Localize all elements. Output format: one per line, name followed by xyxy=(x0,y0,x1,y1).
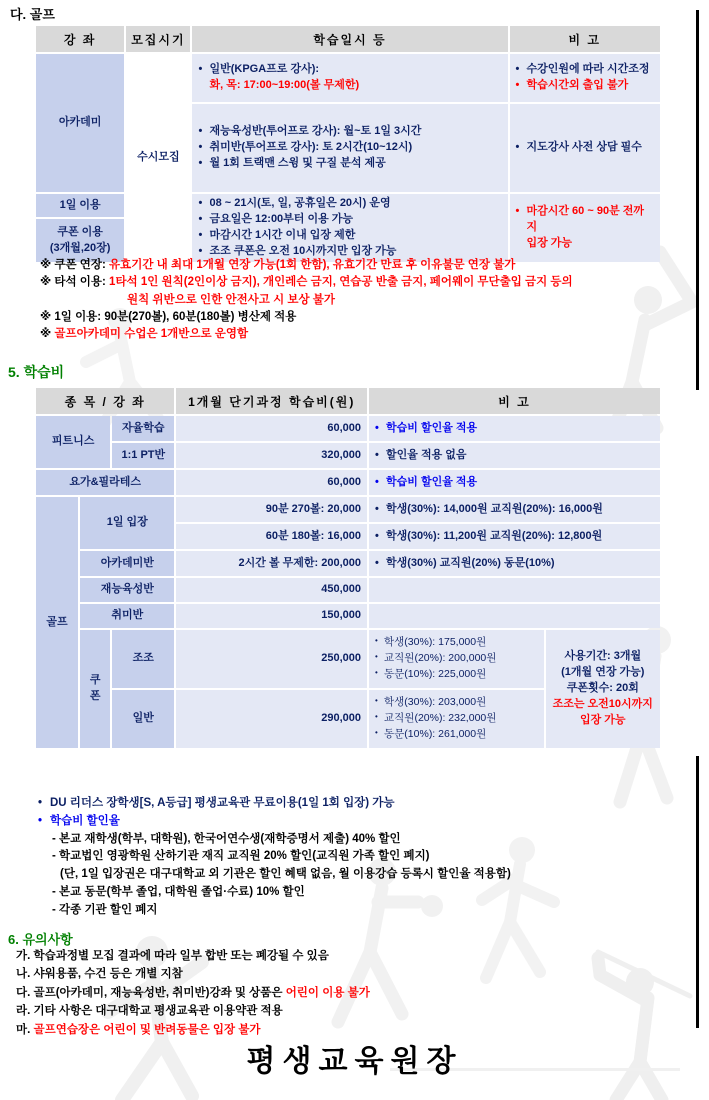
schedule-line: • 금요일은 12:00부터 이용 가능 xyxy=(198,212,501,228)
header-note: 비 고 xyxy=(369,388,660,414)
note-line: • 수강인원에 따라 시간조정 xyxy=(516,62,655,78)
golf-academy-row xyxy=(36,551,660,576)
note-line: • 학생(30%): 11,200원 교직원(20%): 12,800원 xyxy=(375,529,654,545)
notice-item-c-red: 어린이 이용 불가 xyxy=(285,986,370,999)
note-cell-empty xyxy=(369,578,660,602)
fee-cell: 450,000 xyxy=(176,578,367,602)
academy-general-schedule-cell xyxy=(192,54,507,102)
table-header-row xyxy=(36,388,660,414)
schedule-line-red: 화, 목: 17:00~19:00(볼 무제한) xyxy=(209,79,360,91)
academy-class-label-cell: 아카데미반 xyxy=(80,551,174,576)
note-cell xyxy=(369,443,660,468)
discount-subline: (단, 1일 입장권은 대구대학교 외 기관은 할인 혜택 없음, 월 이용강습 등록시 할인율 적용함) xyxy=(60,868,511,881)
schedule-line: • 08 ~ 21시(토, 일, 공휴일은 20시) 운영 xyxy=(198,196,501,212)
revision-bar-top xyxy=(696,10,699,390)
yoga-row xyxy=(36,470,660,495)
director-signature: 평생교육원장 xyxy=(246,1045,463,1078)
golf-schedule-table xyxy=(34,24,662,264)
note-line: • 할인율 적용 없음 xyxy=(375,448,654,464)
coupon-label-line: 쿠폰 이용 xyxy=(57,225,103,238)
coupon-info-cell xyxy=(546,630,660,748)
discount-block xyxy=(38,795,688,920)
header-note: 비 고 xyxy=(510,26,661,52)
notice-item-c xyxy=(16,984,696,1002)
golf-hobby-row xyxy=(36,604,660,628)
daily-entry-label-cell: 1일 입장 xyxy=(80,497,174,549)
golf-notes-block xyxy=(40,257,690,343)
fee-cell: 60,000 xyxy=(176,470,367,495)
note-line: • 학생(30%) 교직원(20%) 동문(10%) xyxy=(375,556,654,572)
daily-coupon-schedule-cell xyxy=(192,194,507,262)
note-daily-use: ※ 1일 이용: 90분(270볼), 60분(180볼) 병산제 적용 xyxy=(40,310,297,323)
hobby-class-label-cell: 취미반 xyxy=(80,604,174,628)
course-label-cell: 자율학습 xyxy=(112,416,174,441)
schedule-line: • 취미반(투어프로 강사): 토 2시간(10~12시) xyxy=(198,140,501,156)
note-cell xyxy=(369,524,660,549)
fee-cell: 290,000 xyxy=(176,690,367,748)
price-line: • 학생(30%): 175,000원 xyxy=(375,635,538,651)
dawn-label-cell: 조조 xyxy=(112,630,174,688)
daily-use-label-cell: 1일 이용 xyxy=(36,194,124,217)
schedule-line: • 월 1회 트랙맨 스윙 및 구질 분석 제공 xyxy=(198,156,501,172)
header-course: 종 목 / 강 좌 xyxy=(36,388,174,414)
coupon-use-label-cell xyxy=(36,219,124,261)
note-cell xyxy=(369,416,660,441)
note-cell xyxy=(369,497,660,522)
fee-cell: 250,000 xyxy=(176,630,367,688)
fee-cell: 60분 180볼: 16,000 xyxy=(176,524,367,549)
note-tee-use-line2: 원칙 위반으로 인한 안전사고 시 보상 불가 xyxy=(127,293,336,306)
info-line: (1개월 연장 가능) xyxy=(561,666,645,679)
info-line: 사용기간: 3개월 xyxy=(564,650,642,663)
note-label: ※ 쿠폰 연장: xyxy=(40,259,106,271)
notice-section-title: 6. 유의사항 xyxy=(8,932,73,947)
note-line-red: • 마감시간 60 ~ 90분 전까지 xyxy=(516,204,655,236)
coupon-label-line: (3개월,20장) xyxy=(49,241,111,254)
header-course: 강 좌 xyxy=(36,26,124,52)
fee-cell: 2시간 볼 무제한: 200,000 xyxy=(176,551,367,576)
discount-line: - 학교법인 영광학원 산하기관 재직 교직원 20% 할인(교직원 가족 할인 폐지) xyxy=(52,850,430,863)
discount-rate-title: • 학습비 할인율 xyxy=(38,813,688,831)
schedule-line: • 조조 쿠폰은 오전 10시까지만 입장 가능 xyxy=(198,244,501,260)
note-cell xyxy=(369,470,660,495)
fee-cell: 320,000 xyxy=(176,443,367,468)
course-label-cell: 1:1 PT반 xyxy=(112,443,174,468)
golf-coupon-dawn-row xyxy=(36,630,660,688)
coupon-label-cell: 쿠폰 xyxy=(80,630,110,748)
general-label-cell: 일반 xyxy=(112,690,174,748)
academy-general-row xyxy=(36,54,660,102)
schedule-line: • 마감시간 1시간 이내 입장 제한 xyxy=(198,228,501,244)
notice-item-b: 나. 샤워용품, 수건 등은 개별 지참 xyxy=(16,968,183,981)
notice-item-d: 라. 기타 사항은 대구대학교 평생교육관 이용약관 적용 xyxy=(16,1005,283,1018)
notice-item-e-red: 골프연습장은 어린이 및 반려동물은 입장 불가 xyxy=(33,1023,261,1036)
note-line-red: • 학습시간외 출입 불가 xyxy=(516,78,655,94)
academy-general-note-cell xyxy=(510,54,661,102)
yoga-label-cell: 요가&필라테스 xyxy=(36,470,174,495)
header-fee: 1개월 단기과정 학습비(원) xyxy=(176,388,367,414)
schedule-line: • 재능육성반(투어프로 강사): 월~토 1일 3시간 xyxy=(198,124,501,140)
notice-item-a: 가. 학습과정별 모집 결과에 따라 일부 합반 또는 폐강될 수 있음 xyxy=(16,950,329,962)
fee-cell: 90분 270볼: 20,000 xyxy=(176,497,367,522)
note-cell-empty xyxy=(369,604,660,628)
note-red-text: 유효기간 내 최대 1개월 연장 가능(1회 한함), 유효기간 만료 후 이유불문 연장 불가 xyxy=(109,259,516,271)
price-line: • 동문(10%): 261,000원 xyxy=(375,727,538,743)
info-line-red: 입장 가능 xyxy=(580,713,626,726)
talent-class-label-cell: 재능육성반 xyxy=(80,578,174,602)
note-academy-class xyxy=(40,326,690,343)
note-line-red: 입장 가능 xyxy=(526,236,573,249)
note-line-blue: • 학습비 할인율 적용 xyxy=(375,475,654,491)
daily-coupon-note-cell xyxy=(510,194,661,262)
fitness-row-2 xyxy=(36,443,660,468)
header-recruit: 모집시기 xyxy=(126,26,190,52)
discount-line: - 본교 재학생(학부, 대학원), 한국어연수생(재학증명서 제출) 40% 할인 xyxy=(52,832,401,845)
golf-talent-row xyxy=(36,578,660,602)
note-line-blue: • 학습비 할인율 적용 xyxy=(375,421,654,437)
discount-line: - 각종 기관 할인 폐지 xyxy=(52,903,158,916)
note-red-text: 1타석 1인 원칙(2인이상 금지), 개인레슨 금지, 연습공 반출 금지, 페어웨이 무단출입 금지 등의 xyxy=(109,276,573,289)
revision-bar-bottom xyxy=(696,756,699,1028)
header-schedule: 학습일시 등 xyxy=(192,26,507,52)
price-line: • 교직원(20%): 200,000원 xyxy=(375,651,538,667)
note-cell xyxy=(369,551,660,576)
notice-block xyxy=(16,947,696,1039)
academy-classes-note-cell xyxy=(510,104,661,192)
academy-label-cell: 아카데미 xyxy=(36,54,124,192)
note-tee-use xyxy=(40,274,690,291)
notice-item-c-text: 다. 골프(아카데미, 재능육성반, 취미반)강좌 및 상품은 xyxy=(16,986,286,999)
fee-cell: 150,000 xyxy=(176,604,367,628)
price-line: • 학생(30%): 203,000원 xyxy=(375,695,538,711)
fees-section-title: 5. 학습비 xyxy=(8,364,65,380)
fitness-label-cell: 피트니스 xyxy=(36,416,110,468)
fitness-row-1 xyxy=(36,416,660,441)
golf-daily-row-1 xyxy=(36,497,660,522)
info-line-red: 조조는 오전10시까지 xyxy=(552,697,653,710)
notice-item-e-prefix: 마. xyxy=(16,1023,34,1036)
fees-table xyxy=(34,386,662,750)
note-red-text: 골프아카데미 수업은 1개반으로 운영함 xyxy=(54,328,249,340)
note-line: • 지도강사 사전 상담 필수 xyxy=(516,140,655,156)
note-coupon-extension xyxy=(40,257,690,274)
fee-cell: 60,000 xyxy=(176,416,367,441)
info-line: 쿠폰횟수: 20회 xyxy=(566,682,639,695)
recruit-cell: 수시모집 xyxy=(126,54,190,262)
price-line: • 교직원(20%): 232,000원 xyxy=(375,711,538,727)
table-header-row xyxy=(36,26,660,52)
price-line: • 동문(10%): 225,000원 xyxy=(375,667,538,683)
golf-label-cell: 골프 xyxy=(36,497,78,748)
academy-classes-schedule-cell xyxy=(192,104,507,192)
schedule-line: • 일반(KPGA프로 강사): xyxy=(198,62,501,78)
coupon-price-note-cell xyxy=(369,690,544,748)
coupon-price-note-cell xyxy=(369,630,544,688)
note-label: ※ 타석 이용: xyxy=(40,276,106,289)
note-label: ※ xyxy=(40,328,52,340)
discount-line: - 본교 동문(학부 졸업, 대학원 졸업·수료) 10% 할인 xyxy=(52,886,305,899)
note-line: • 학생(30%): 14,000원 교직원(20%): 16,000원 xyxy=(375,502,654,518)
du-scholar-line: • DU 리더스 장학생[S, A등급] 평생교육관 무료이용(1일 1회 입장) 가능 xyxy=(38,795,688,813)
golf-section-title: 다. 골프 xyxy=(10,7,55,22)
